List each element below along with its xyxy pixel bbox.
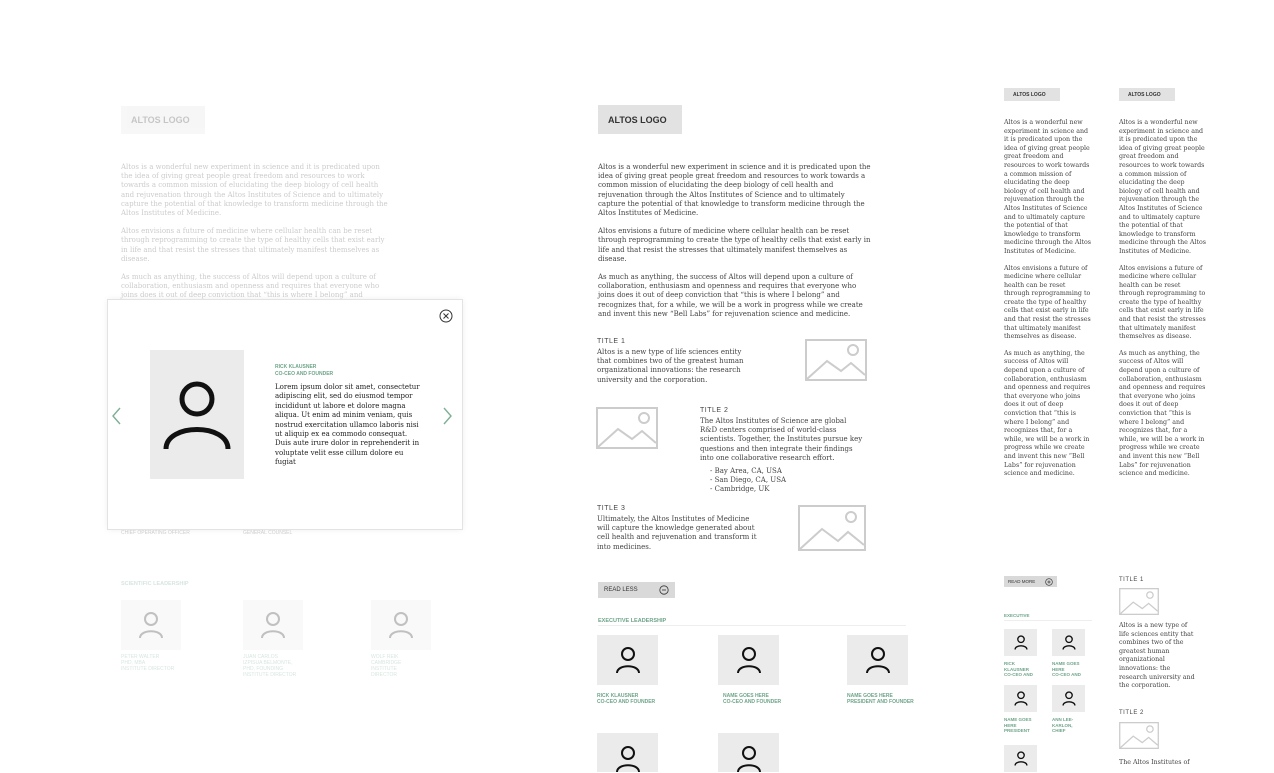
section-title: TITLE 1 xyxy=(1119,577,1144,583)
image-placeholder-icon xyxy=(798,505,866,551)
executive-name: HERE xyxy=(1004,722,1017,728)
executive-role: CO-CEO AND FOUNDER xyxy=(597,699,656,705)
leader-name: JUAN CARLOS xyxy=(243,654,279,660)
section-title: TITLE 1 xyxy=(597,338,626,345)
avatar xyxy=(718,733,779,772)
section-text xyxy=(1119,622,1199,699)
read-more-button[interactable]: READ MORE xyxy=(1004,576,1057,587)
section-title: TITLE 2 xyxy=(1119,710,1144,716)
leader-name: WOLF REIK xyxy=(371,654,399,660)
executive-name: RICK KLAUSNER xyxy=(597,693,639,699)
executive-name: NAME GOES HERE xyxy=(847,693,893,699)
intro-paragraph: Altos is a wonderful new experiment in science and it is predicated upon the idea of giving great people great freedom and resources to work towards a common mission of elucidating the deep biology of cell health and rejuvenation through the Altos Institutes of Science and to ultimately capture the potential of that knowledge to transform medicine through the Altos Institutes of Medicine. xyxy=(1004,119,1092,255)
executive-name: NAME GOES xyxy=(1052,661,1080,666)
leader-name: PETER WALTER xyxy=(121,654,160,660)
mobile-executive-card[interactable] xyxy=(1004,685,1046,734)
executive-name: NAME GOES xyxy=(1004,717,1032,722)
chevron-left-icon xyxy=(110,406,122,426)
person-icon xyxy=(260,611,286,639)
bio-modal xyxy=(107,299,463,530)
person-icon xyxy=(1062,691,1076,706)
altos-logo: ALTOS LOGO xyxy=(598,105,682,134)
executive-role: CO-CEO AND xyxy=(1004,672,1033,677)
leader-line: IZPISUA BELMONTE, xyxy=(243,660,293,666)
mobile-executive-card[interactable] xyxy=(1004,629,1046,678)
executive-role: CO-CEO AND xyxy=(1052,672,1081,677)
location-item: - Bay Area, CA, USA xyxy=(710,467,864,476)
executive-name: NAME GOES HERE xyxy=(723,693,769,699)
executive-role: CHIEF xyxy=(1052,728,1066,733)
section-title: TITLE 3 xyxy=(597,505,626,512)
person-icon xyxy=(736,646,762,674)
person-icon xyxy=(615,646,641,674)
section-text: The Altos Institutes of Science are global R&D centers comprised of world-class scientists. Together, the Institutes pursue key questions and then integrate their findings into one collaborative research effort. xyxy=(700,417,863,462)
scientific-leader-card xyxy=(243,600,343,678)
divider xyxy=(1004,620,1092,621)
avatar xyxy=(1052,629,1085,656)
executive-role: CO-CEO AND FOUNDER xyxy=(723,699,782,705)
section-title: TITLE 2 xyxy=(700,407,729,414)
avatar xyxy=(597,635,658,685)
executive-heading: EXECUTIVE xyxy=(1004,613,1030,618)
altos-logo: ALTOS LOGO xyxy=(1004,88,1060,101)
avatar xyxy=(121,600,181,650)
next-arrow[interactable] xyxy=(442,406,454,430)
mobile-executive-card[interactable] xyxy=(1052,685,1094,734)
person-icon xyxy=(1062,635,1076,650)
section-text: Altos is a new type of life sciences entity that combines two of the greatest human organizational innovations: the research university and the corporation. xyxy=(597,348,744,384)
leader-line: INSTITUTE xyxy=(371,666,397,672)
plus-circle-icon xyxy=(1045,578,1053,586)
executive-name: ANN LEE- xyxy=(1052,717,1074,722)
person-icon xyxy=(138,611,164,639)
faded-role: GENERAL COUNSEL xyxy=(243,530,293,536)
intro-paragraph: As much as anything, the success of Altos will depend upon a culture of collaboration, enthusiasm and openness and requires that everyone who joins does it out of deep conviction that “this is where I belong” and recognizes that, for a while, we will be a work in progress while we create and invent this new “Bell Labs” for rejuvenation science and medicine. xyxy=(1119,349,1206,478)
person-icon xyxy=(1014,691,1028,706)
section-1 xyxy=(597,338,757,394)
location-item: - San Diego, CA, USA xyxy=(710,476,864,485)
avatar xyxy=(371,600,431,650)
intro-paragraph: Altos envisions a future of medicine where cellular health can be reset through reprogramming to create the type of healthy cells that exist early in life and that resist the stresses that ultimately manifest themselves as disease. xyxy=(121,227,385,263)
section-2 xyxy=(700,407,864,494)
person-icon xyxy=(1014,635,1028,650)
avatar xyxy=(1004,629,1037,656)
leader-line: PHD, MBA xyxy=(121,660,146,666)
modal-avatar xyxy=(150,350,244,479)
executive-card[interactable] xyxy=(847,635,957,705)
leader-line: CAMBRIDGE xyxy=(371,660,402,666)
avatar xyxy=(1052,685,1085,712)
altos-logo: ALTOS LOGO xyxy=(121,106,205,134)
executive-card[interactable] xyxy=(718,635,828,705)
executive-card[interactable] xyxy=(597,635,707,705)
scientific-leadership-heading: SCIENTIFIC LEADERSHIP xyxy=(121,581,189,587)
prev-arrow[interactable] xyxy=(110,406,122,430)
read-less-button[interactable]: READ LESS xyxy=(598,582,675,598)
avatar xyxy=(718,635,779,685)
intro-paragraph: As much as anything, the success of Altos will depend upon a culture of collaboration, enthusiasm and openness and requires that everyone who joins does it out of deep conviction that “this is where I belong” and xyxy=(121,273,380,300)
intro-paragraph: Altos envisions a future of medicine where cellular health can be reset through reprogramming to create the type of healthy cells that exist early in life and that resist the stresses that ultimately manifest themselves as disease. xyxy=(1004,264,1091,341)
section-paragraph: Altos is a new type of life sciences entity that combines two of the greatest human organizational innovations: the research university and the corporation. xyxy=(1119,622,1195,690)
executive-role: PRESIDENT AND FOUNDER xyxy=(847,699,914,705)
section-text: The Altos Institutes of xyxy=(1119,759,1190,766)
avatar xyxy=(597,733,658,772)
avatar xyxy=(1004,745,1037,772)
intro-paragraph: As much as anything, the success of Altos will depend upon a culture of collaboration, enthusiasm and openness and requires that everyone who joins does it out of deep conviction that “this is where I belong” and recognizes that, for a while, we will be a work in progress while we create and invent this new “Bell Labs” for rejuvenation science and medicine. xyxy=(1004,349,1091,478)
section-3 xyxy=(597,505,762,561)
executive-leadership-heading: EXECUTIVE LEADERSHIP xyxy=(598,618,667,624)
locations-list xyxy=(700,467,864,494)
person-icon xyxy=(865,646,891,674)
minus-circle-icon xyxy=(659,585,669,595)
person-icon xyxy=(162,379,232,451)
executive-name: KLAUSNER xyxy=(1004,666,1030,672)
avatar xyxy=(243,600,303,650)
image-placeholder-icon xyxy=(596,407,658,449)
section-text: Ultimately, the Altos Institutes of Medicine will capture the knowledge generated about cell health and rejuvenation and transform it into medicines. xyxy=(597,515,757,551)
leader-line: INSTITUTE DIRECTOR xyxy=(243,672,297,678)
person-icon xyxy=(1014,751,1028,766)
avatar xyxy=(1004,685,1037,712)
modal-name: RICK KLAUSNER xyxy=(275,364,317,370)
executive-name: KARLON, xyxy=(1052,722,1073,728)
mobile-intro-text xyxy=(1119,119,1207,487)
image-placeholder-icon xyxy=(805,339,867,381)
image-placeholder-icon xyxy=(1119,588,1159,615)
executive-role: PRESIDENT xyxy=(1004,728,1030,733)
scientific-leader-card xyxy=(121,600,221,672)
leader-line: INSTITUTE DIRECTOR xyxy=(121,666,175,672)
intro-paragraph: Altos is a wonderful new experiment in science and it is predicated upon the idea of giving great people great freedom and resources to work towards a common mission of elucidating the deep biology of cell health and rejuvenation through the Altos Institutes of Science and to ultimately capture the potential of that knowledge to transform medicine through the Altos Institutes of Medicine. xyxy=(598,163,871,218)
leader-line: DIRECTOR xyxy=(371,672,398,678)
faded-role: CHIEF OPERATING OFFICER xyxy=(121,530,190,536)
person-icon xyxy=(615,745,641,773)
person-icon xyxy=(388,611,414,639)
chevron-right-icon xyxy=(442,406,454,426)
executive-name: HERE xyxy=(1052,666,1065,672)
person-icon xyxy=(736,745,762,773)
intro-paragraph: Altos envisions a future of medicine where cellular health can be reset through reprogramming to create the type of healthy cells that exist early in life and that resist the stresses that ultimately manifest themselves as disease. xyxy=(598,227,871,263)
intro-text xyxy=(598,163,873,328)
location-item: - Cambridge, UK xyxy=(710,485,864,494)
executive-name: RICK xyxy=(1004,661,1015,666)
modal-bio: Lorem ipsum dolor sit amet, consectetur adipiscing elit, sed do eiusmod tempor incididunt ut labore et dolore magna aliqua. Ut enim ad minim veniam, quis nostrud exercitation ullamco laboris nisi ut aliquip ex ea commodo consequat. Duis aute irure dolor in reprehenderit in voluptate velit esse cillum dolore eu fugiat xyxy=(275,383,420,467)
mobile-executive-card[interactable] xyxy=(1052,629,1094,678)
intro-paragraph: As much as anything, the success of Altos will depend upon a culture of collaboration, enthusiasm and openness and requires that everyone who joins does it out of deep conviction that “this is where I belong” and recognizes that, for a while, we will be a work in progress while we create and invent this new “Bell Labs” for rejuvenation science and medicine. xyxy=(598,273,863,318)
image-placeholder-icon xyxy=(1119,722,1159,749)
intro-paragraph: Altos is a wonderful new experiment in science and it is predicated upon the idea of giving great people great freedom and resources to work towards a common mission of elucidating the deep biology of cell health and rejuvenation through the Altos Institutes of Science and to ultimately capture the potential of that knowledge to transform medicine through the Altos Institutes of Medicine. xyxy=(1119,119,1207,255)
intro-paragraph: Altos is a wonderful new experiment in science and it is predicated upon the idea of giving great people great freedom and resources to work towards a common mission of elucidating the deep biology of cell health and rejuvenation through the Altos Institutes of Science and to ultimately capture the potential of that knowledge to transform medicine through the Altos Institutes of Medicine. xyxy=(121,163,388,218)
leader-line: PHD, FOUNDING xyxy=(243,666,283,672)
altos-logo: ALTOS LOGO xyxy=(1119,88,1175,101)
intro-paragraph: Altos envisions a future of medicine where cellular health can be reset through reprogramming to create the type of healthy cells that exist early in life and that resist the stresses that ultimately manifest themselves as disease. xyxy=(1119,264,1206,341)
avatar xyxy=(847,635,908,685)
mobile-intro-text xyxy=(1004,119,1092,487)
close-icon xyxy=(439,309,453,323)
divider xyxy=(598,625,906,626)
modal-role: CO-CEO AND FOUNDER xyxy=(275,371,334,377)
close-button[interactable] xyxy=(439,308,453,322)
scientific-leader-card xyxy=(371,600,471,678)
